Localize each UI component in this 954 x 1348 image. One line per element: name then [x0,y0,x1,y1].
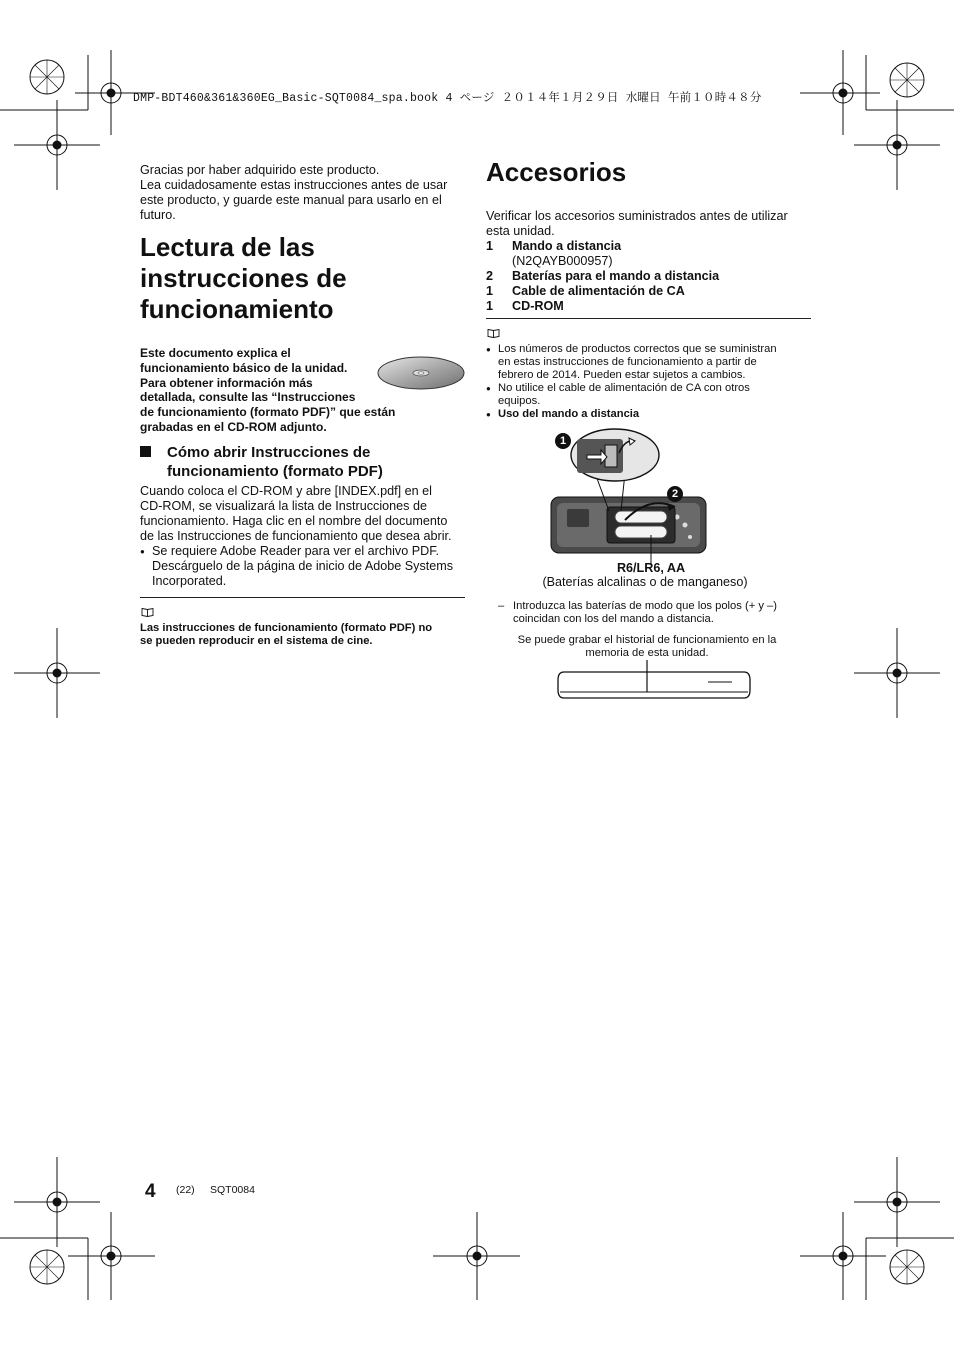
doc-code: SQT0084 [210,1184,255,1196]
list-item: 1 Mando a distancia (N2QAYB000957) [486,239,622,268]
list-item: 2 Baterías para el mando a distancia [486,269,720,283]
section-title-lectura: Lectura de las instrucciones de funcionamiento [140,232,347,324]
battery-caption: (Baterías alcalinas o de manganeso) [542,575,748,589]
note-item: ● Uso del mando a distancia [486,408,816,421]
note-book-icon [141,607,154,617]
subheading-pdf: Cómo abrir Instrucciones de funcionamiento (formato PDF) [140,443,470,481]
page-number: 4 [145,1181,156,1202]
square-bullet-icon [140,446,151,457]
divider-right [486,318,811,319]
file-header: DMP-BDT460&361&360EG_Basic-SQT0084_spa.book 4 ページ ２０１４年１月２９日 水曜日 午前１０時４８分 [133,92,762,105]
accesorios-intro: Verificar los accesorios suministrados antes de utilizar esta unidad. [486,209,788,238]
player-illustration [556,660,752,704]
dash-note: – Introduzca las baterías de modo que los polos (+ y –) coincidan con los del mando a distancia. [498,600,777,625]
cd-rom-image [376,355,466,391]
step-1-badge: 1 [555,433,571,449]
history-note: Se puede grabar el historial de funcionamiento en la memoria de esta unidad. [517,634,777,659]
note-item: ● No utilice el cable de alimentación de CA con otros equipos. [486,382,816,408]
page-ref: (22) [176,1184,195,1196]
bold-paragraph: Este documento explica el funcionamiento básico de la unidad. Para obtener información más detallada, consulte las “Instrucciones de funcionamiento (formato PDF)” que están grabadas en el CD-ROM adjunto. [140,346,396,434]
section-title-accesorios: Accesorios [486,157,627,187]
list-item: 1 CD-ROM [486,299,564,313]
remote-battery-illustration [545,425,715,565]
step-2-badge: 2 [667,486,683,502]
accessory-list [486,239,816,314]
note-left: Las instrucciones de funcionamiento (formato PDF) no se pueden reproducir en el sistema de cine. [140,622,433,647]
note-book-icon [487,328,500,338]
pdf-paragraph: Cuando coloca el CD-ROM y abre [INDEX.pdf] en el CD-ROM, se visualizará la lista de Instrucciones de funcionamiento. Haga clic en el nombre del documento de las Instrucciones de funcionamiento que desea abrir. ● Se requiere Adobe Reader para ver el archivo PDF. Descárguelo de la página de inicio de Adobe Systems Incorporated. [140,484,470,589]
note-item: ● Los números de productos correctos que se suministran en estas instrucciones de funcionamiento a partir de febrero de 2014. Pueden estar sujetos a cambios. [486,343,816,382]
intro-text: Gracias por haber adquirido este producto. Lea cuidadosamente estas instrucciones antes de usar este producto, y guarde este manual para usarlo en el futuro. [140,163,448,222]
divider-left [140,597,465,598]
notes-right [486,343,816,421]
list-item: 1 Cable de alimentación de CA [486,284,685,298]
bullet-adobe: ● Se requiere Adobe Reader para ver el archivo PDF. Descárguelo de la página de inicio de Adobe Systems Incorporated. [140,544,470,589]
battery-label: R6/LR6, AA [616,561,686,575]
dash-icon: – [498,600,505,612]
